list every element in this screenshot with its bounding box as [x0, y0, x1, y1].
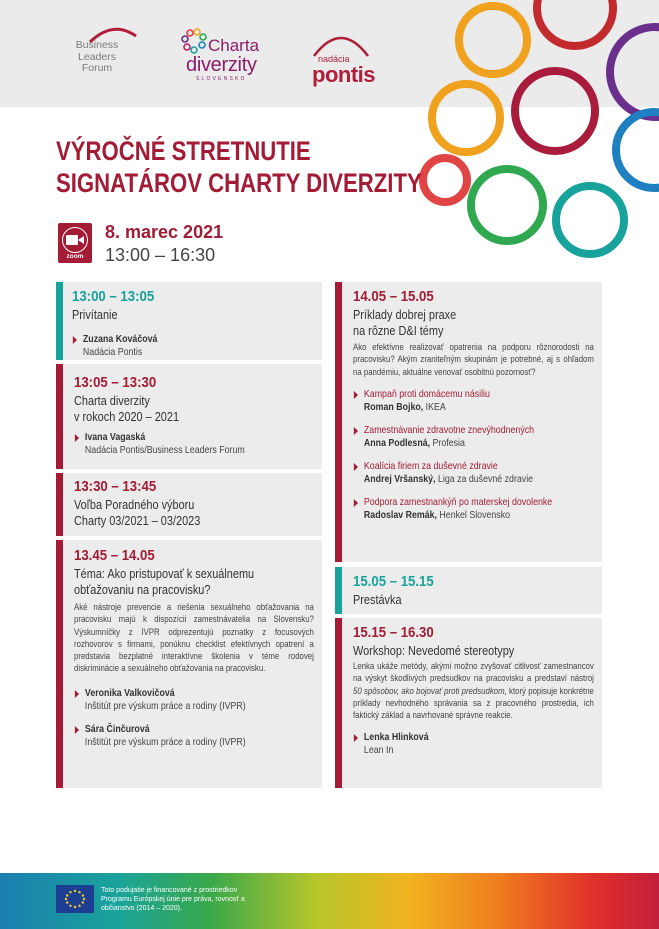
- speaker: Sára Činčurová Inštitút pre výskum práce a rodiny (IVPR): [74, 723, 314, 749]
- charta-logo-line2: diverzity: [186, 54, 257, 76]
- block-time: 13.45 – 14.05: [74, 547, 155, 564]
- block-title: Téma: Ako pristupovať k sexuálnemu obťažovaniu na pracovisku?: [74, 566, 255, 597]
- block-description: Lenka ukáže metódy, akými možno zvyšovať citlivosť zamestnancov na výskyt škodlivých predsudkov na pracovisku a predstaví nástroj 50 spôsobov, ako bojovať proti predsudkom, ktorý popisuje konkrétne príklady nevhodného správania sa z pracovného prostredia, ich faktický základ a navrhované správne reakcie.: [353, 661, 594, 721]
- event-time: 13:00 – 16:30: [105, 245, 216, 265]
- talk-item: Podpora zamestnankýň po materskej dovolenke Radoslav Remák, Henkel Slovensko: [353, 496, 594, 522]
- business-leaders-forum-logo: [56, 26, 136, 86]
- agenda-block-election: [56, 473, 322, 536]
- block-time: 14.05 – 15.05: [353, 288, 434, 305]
- block-time: 15.15 – 16.30: [353, 624, 434, 641]
- agenda-block-good-practice: [335, 282, 602, 562]
- block-time: 13:30 – 13:45: [74, 478, 157, 495]
- charta-logo-line3: SLOVENSKO: [196, 76, 247, 82]
- ring-teal: [556, 186, 624, 254]
- block-description: Aké nástroje prevencie a riešenia sexuálneho obťažovania na pracovisku majú k dispozícii zamestnávatelia na Slovensku? Výskumníčky z IVPR odprezentujú poznatky z focusových rozhovorov s firmami, ponúknu checklist efektívnych opatrení a predstavia bezplatné interaktívne školenia v téme rodovej diskriminácie a sexuálneho obťažovania na pracovisku.: [74, 602, 314, 674]
- block-title: Prestávka: [353, 592, 402, 607]
- block-time: 13:05 – 13:30: [74, 374, 157, 391]
- speaker: Veronika Valkovičová Inštitút pre výskum práce a rodiny (IVPR): [74, 687, 314, 713]
- charta-logo-line1: Charta: [208, 36, 260, 55]
- block-title: Workshop: Nevedomé stereotypy: [353, 643, 515, 658]
- block-time: 13:00 – 13:05: [72, 288, 155, 305]
- eu-flag-icon: [56, 885, 94, 913]
- ring-dark-red: [515, 71, 595, 151]
- footer-band: [0, 873, 659, 929]
- ring-orange-left: [432, 84, 500, 152]
- ring-orange: [459, 6, 527, 74]
- speaker: Lenka Hlinková Lean In: [353, 731, 594, 757]
- ring-green: [471, 169, 543, 241]
- block-title: Privítanie: [72, 307, 118, 322]
- block-title: Charta diverzity v rokoch 2020 – 2021: [74, 393, 180, 424]
- charta-dots-icon: [180, 28, 210, 54]
- talk-item: Koalícia firiem za duševné zdravie Andrej Vršanský, Liga za duševné zdravie: [353, 460, 594, 486]
- page-title: VÝROČNÉ STRETNUTIE SIGNATÁROV CHARTY DIVERZITY: [56, 136, 422, 198]
- agenda-block-harassment: [56, 540, 322, 788]
- agenda-block-charter: [56, 364, 322, 469]
- zoom-icon: zoom: [58, 223, 92, 263]
- talk-item: Zamestnávanie zdravotne znevýhodnených Anna Podlesná, Profesia: [353, 424, 594, 450]
- charta-diverzity-logo: [180, 26, 290, 86]
- block-title: Príklady dobrej praxe na rôzne D&I témy: [353, 307, 457, 338]
- blf-logo-text: Business Leaders Forum: [75, 39, 119, 74]
- block-time: 15.05 – 15.15: [353, 573, 434, 590]
- pontis-logo-line1: nadácia: [318, 54, 350, 64]
- agenda-block-welcome: [56, 282, 322, 360]
- block-title: Voľba Poradného výboru Charty 03/2021 – 03/2023: [74, 497, 201, 528]
- block-description: Ako efektívne realizovať opatrenia na podporu rôznorodosti na pracovisku? Akým zraniteľným skupinám je potrebné, aj s ohľadom na pandémiu, aktuálne venovať osobitnú pozornosť?: [353, 342, 594, 377]
- speaker: Ivana Vagaská Nadácia Pontis/Business Leaders Forum: [74, 431, 314, 457]
- agenda-block-workshop: [335, 618, 602, 788]
- agenda-block-break: [335, 567, 602, 614]
- speaker: Zuzana Kováčová Nadácia Pontis: [72, 333, 314, 359]
- nadacia-pontis-logo: [300, 24, 380, 87]
- talk-item: Kampaň proti domácemu násiliu Roman Bojko, IKEA: [353, 388, 594, 414]
- pontis-logo-line2: pontis: [312, 62, 375, 87]
- ring-red-bottom: [423, 158, 467, 202]
- ring-blue: [616, 112, 659, 188]
- ring-red-top: [537, 0, 613, 46]
- event-date: 8. marec 2021: [105, 222, 224, 242]
- ring-purple: [610, 27, 659, 117]
- footer-funding-text: Toto podujatie je financované z prostriedkov Programu Európskej únie pre práva, rovnosť a občianstvo (2014 – 2020).: [101, 887, 245, 912]
